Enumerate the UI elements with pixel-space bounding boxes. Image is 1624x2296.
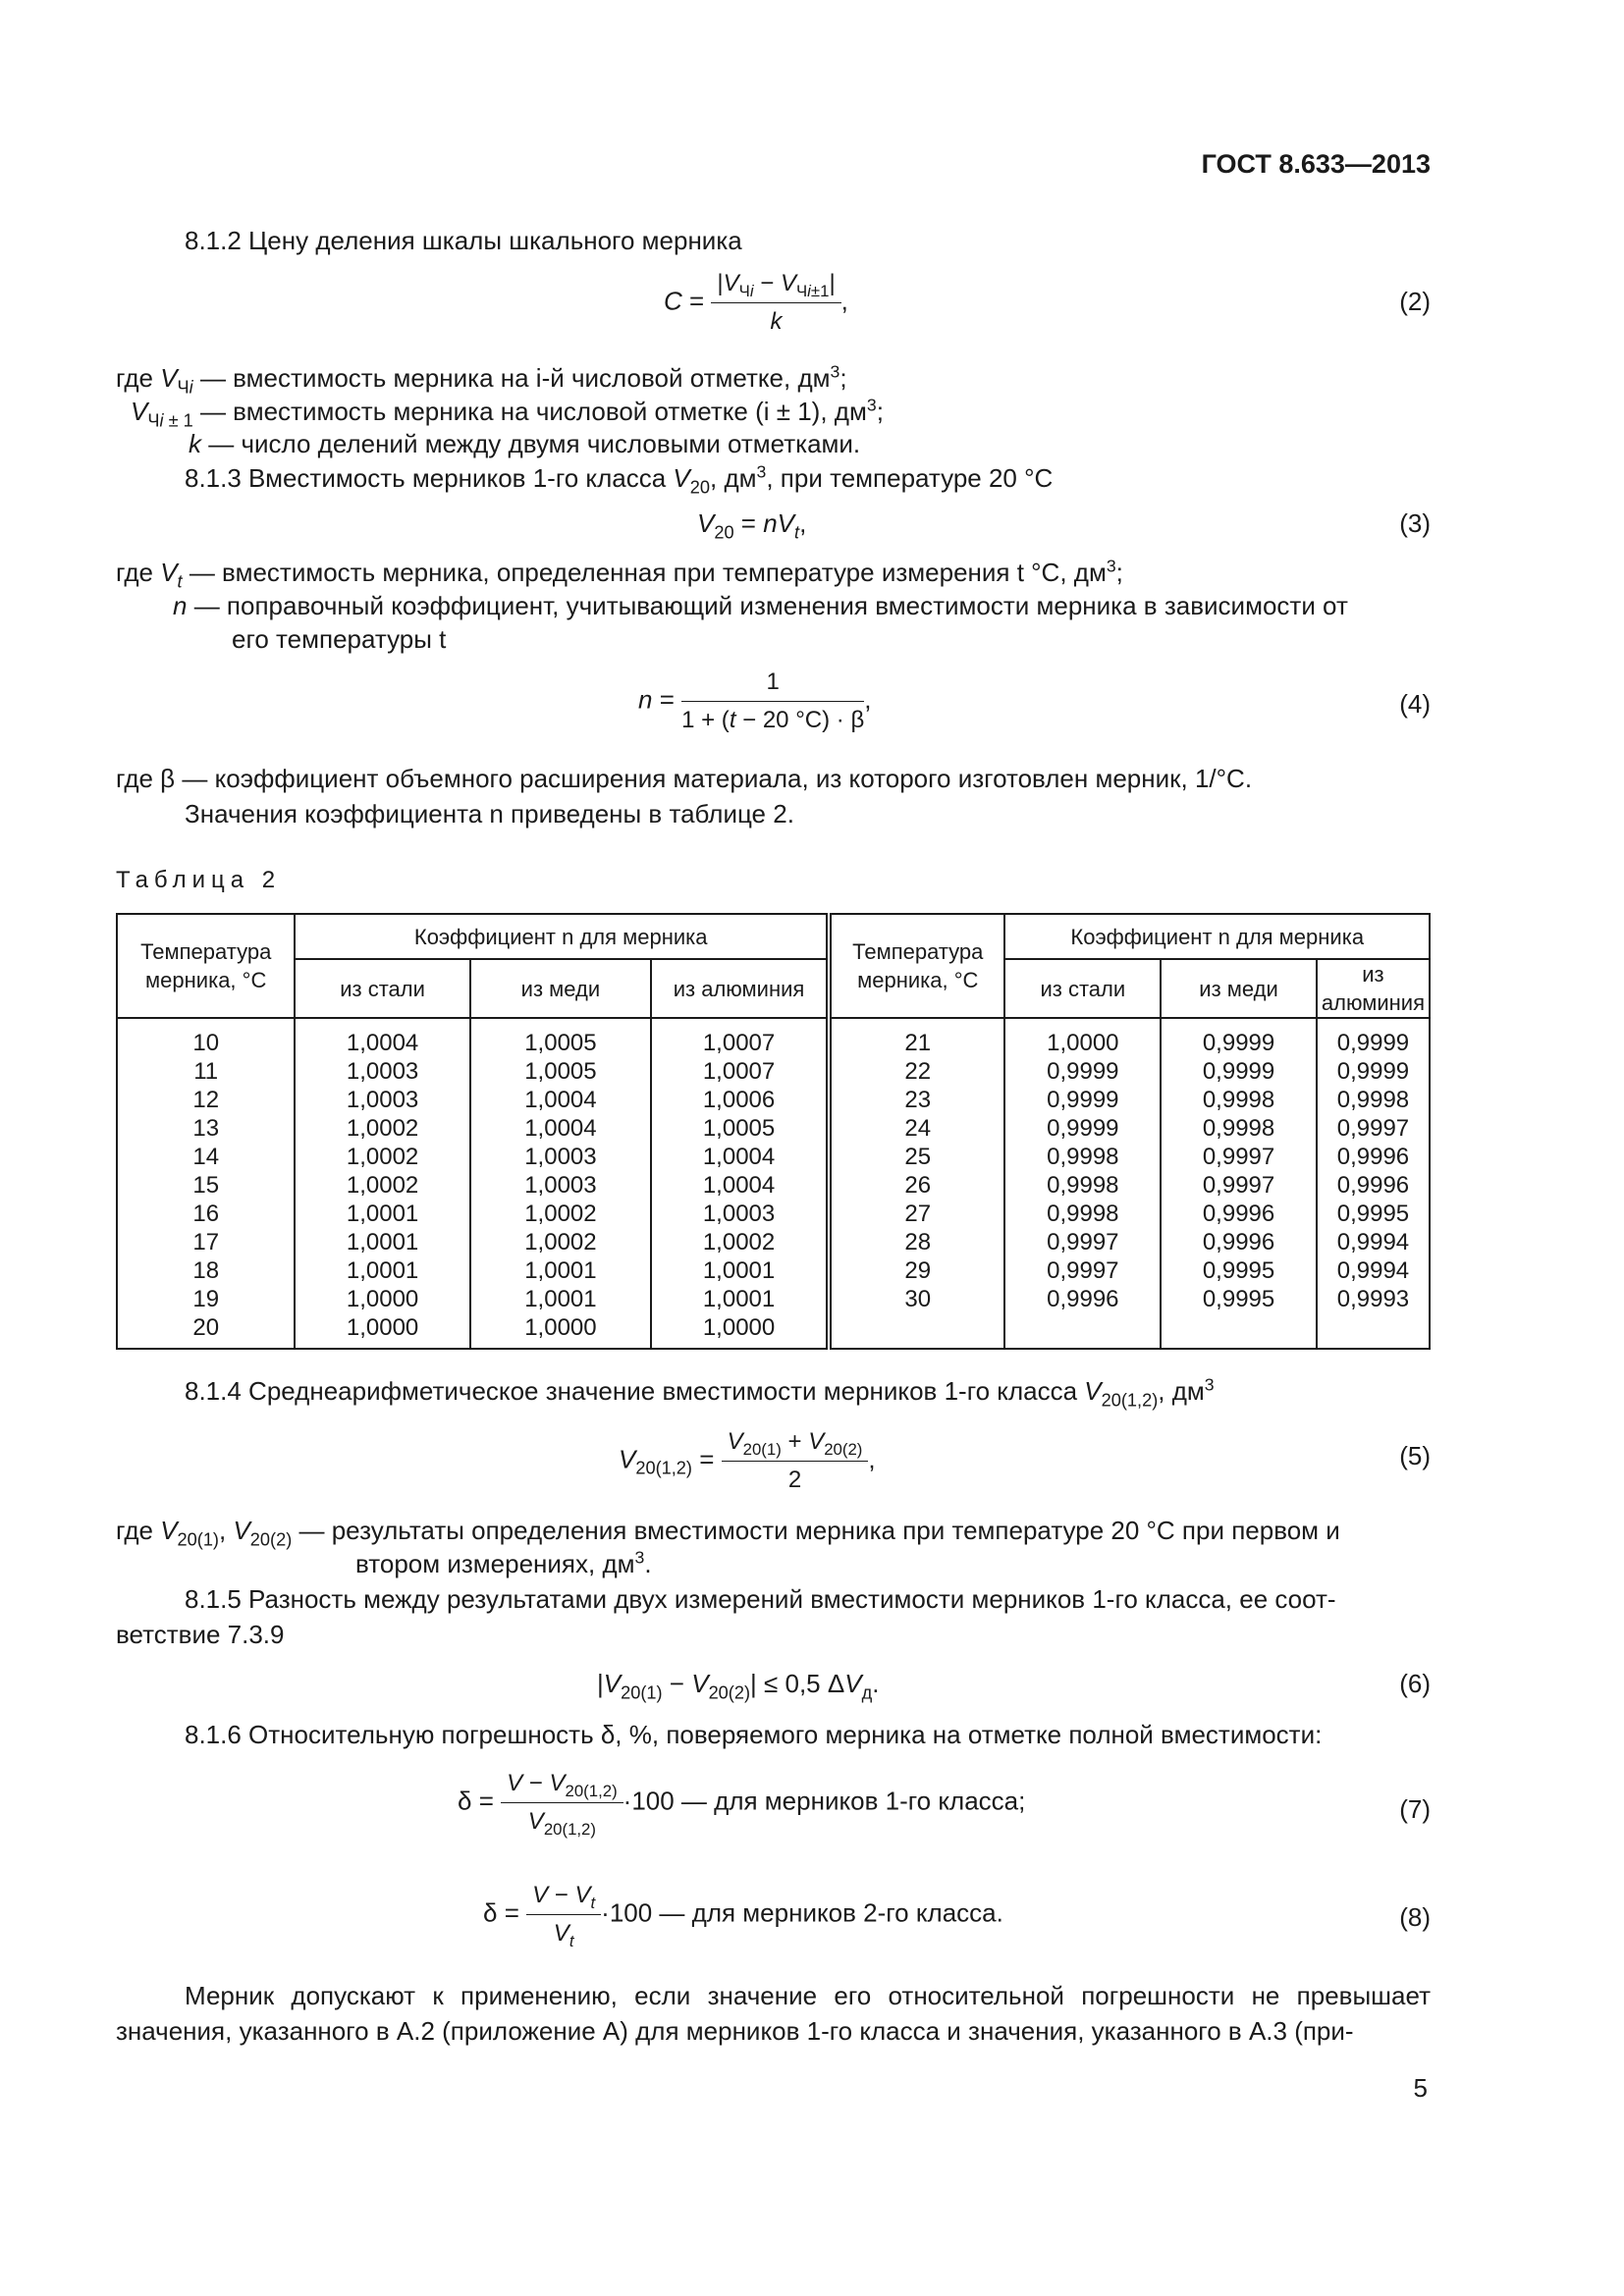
table-cell: 1,0003 (702, 1201, 776, 1227)
table-cell: 0,9999 (1047, 1087, 1119, 1113)
table-cell: 13 (192, 1115, 220, 1142)
table-cell: 1,0005 (524, 1030, 597, 1056)
page-number: 5 (1413, 2073, 1428, 2103)
equation-4: n = $\frac{1}{1 + (t - 20 ^\circ C) \cdot \beta}$ , (638, 666, 872, 737)
table-cell: 1,0004 (346, 1030, 419, 1056)
table-cell: 1,0001 (702, 1286, 776, 1312)
table-cell: 1,0001 (346, 1257, 419, 1284)
table-cell: 15 (192, 1172, 220, 1199)
table-cell: 0,9999 (1336, 1058, 1410, 1085)
paragraph-values: Значения коэффициента n приведены в таблице 2. (185, 799, 794, 828)
table-cell: 11 (193, 1058, 219, 1085)
table-cell: 0,9998 (1047, 1172, 1119, 1199)
definition-beta: где β — коэффициент объемного расширения материала, из которого изготовлен мерник, 1/°C. (116, 764, 1253, 793)
table-cell: 1,0004 (702, 1144, 776, 1170)
equation-number: (6) (1399, 1669, 1431, 1698)
table-cell: 1,0000 (1047, 1030, 1119, 1056)
header-aluminium: из алюминия (1317, 959, 1430, 1018)
header-temperature: Температура мерника, °C (829, 914, 1004, 1018)
definition-vchi: где $V_{Чi}$ — вместимость мерника на i-й числовой отметке, $дм^3$; (116, 361, 847, 398)
table-cell: 0,9997 (1202, 1144, 1275, 1170)
table-cell: 24 (904, 1115, 932, 1142)
table-cell: 1,0004 (524, 1115, 597, 1142)
header-steel: из стали (1004, 959, 1161, 1018)
equation-8: δ = $\frac{V - V_t}{V_t}$ ·100 — для мерников 2-го класса. (483, 1879, 1003, 1950)
header-steel: из стали (295, 959, 469, 1018)
table-cell: 1,0006 (702, 1087, 776, 1113)
table-cell: 29 (904, 1257, 932, 1284)
table-cell: 0,9997 (1047, 1257, 1119, 1284)
table-cell: 22 (904, 1058, 932, 1085)
table-2 (116, 913, 1431, 1350)
table-cell: 1,0000 (346, 1286, 419, 1312)
table-cell: 1,0002 (346, 1172, 419, 1199)
equation-number: (7) (1399, 1794, 1431, 1824)
table-cell: 1,0007 (702, 1058, 776, 1085)
table-cell: 1,0002 (524, 1229, 597, 1255)
table-cell: 21 (904, 1030, 932, 1056)
table-cell: 0,9995 (1202, 1286, 1275, 1312)
equation-7: δ = $\frac{V - V_{20(1,2)}}{V_{20(1,2)}}$ ·100 — для мерников 1-го класса; (458, 1767, 1025, 1839)
table-cell: 14 (192, 1144, 220, 1170)
equation-6: $|V_{20(1)} - V_{20(2)}| \le 0,5$ $\Delta V_д$. (597, 1669, 880, 1703)
table-cell: 1,0002 (346, 1115, 419, 1142)
table-cell: 0,9994 (1336, 1229, 1410, 1255)
table-cell: 1,0007 (702, 1030, 776, 1056)
table-cell: 1,0001 (346, 1201, 419, 1227)
column-steel-left (295, 1018, 469, 1349)
table-cell: 0,9995 (1336, 1201, 1410, 1227)
table-cell: 19 (192, 1286, 220, 1312)
header-copper: из меди (470, 959, 651, 1018)
column-copper-left (470, 1018, 651, 1349)
table-cell: 0,9998 (1202, 1087, 1275, 1113)
paragraph-8-1-5-continued: ветствие 7.3.9 (116, 1620, 285, 1649)
table-cell: 1,0000 (524, 1314, 597, 1341)
table-cell: 1,0002 (702, 1229, 776, 1255)
table-cell: 1,0003 (346, 1087, 419, 1113)
header-aluminium: из алюминия (651, 959, 829, 1018)
table-cell: 0,9996 (1202, 1201, 1275, 1227)
final-paragraph-line-1: Мерник допускают к применению, если значение его относительной погрешности не превышает (185, 1981, 1431, 2010)
table-cell: 1,0004 (524, 1087, 597, 1113)
table-cell: 1,0001 (346, 1229, 419, 1255)
table-cell: 0,9998 (1202, 1115, 1275, 1142)
table-cell: 27 (904, 1201, 932, 1227)
equation-3: $V_{20} = nV_t$, (697, 508, 807, 543)
table-cell: 23 (904, 1087, 932, 1113)
definition-vt: где $V_t$ — вместимость мерника, определенная при температуре измерения t °C, $дм^3$; (116, 556, 1123, 592)
table-cell: 0,9999 (1202, 1030, 1275, 1056)
header-copper: из меди (1161, 959, 1317, 1018)
table-cell: 0,9994 (1336, 1257, 1410, 1284)
header-coefficient: Коэффициент n для мерника (295, 914, 829, 959)
definition-v20: где $V_{20(1)}$, $V_{20(2)}$ — результаты определения вместимости мерника при температуре 20 °C при первом и (116, 1516, 1340, 1550)
equation-number: (8) (1399, 1902, 1431, 1932)
table-cell: 0,9996 (1047, 1286, 1119, 1312)
table-cell: 1,0001 (524, 1286, 597, 1312)
equation-number: (4) (1399, 689, 1431, 719)
table-cell: 0,9999 (1202, 1058, 1275, 1085)
table-cell: 1,0001 (702, 1257, 776, 1284)
table-cell: 0,9996 (1336, 1172, 1410, 1199)
table-cell: 0,9993 (1336, 1286, 1410, 1312)
table-title: Таблица 2 (116, 867, 282, 893)
definition-v20-continued: втором измерениях, $дм^3$. (355, 1547, 652, 1578)
table-cell: 10 (192, 1030, 220, 1056)
table-cell: 1,0002 (346, 1144, 419, 1170)
column-temperature-right (829, 1018, 1004, 1349)
definition-n-continued: его температуры t (232, 624, 447, 654)
table-cell: 26 (904, 1172, 932, 1199)
table-cell: 1,0003 (524, 1144, 597, 1170)
table-cell: 0,9996 (1336, 1144, 1410, 1170)
paragraph-8-1-5: 8.1.5 Разность между результатами двух измерений вместимости мерников 1-го класса, ее соот- (185, 1584, 1336, 1614)
equation-number: (3) (1399, 508, 1431, 538)
document-header: ГОСТ 8.633—2013 (1201, 149, 1431, 179)
table-cell: 28 (904, 1229, 932, 1255)
table-cell: 1,0000 (702, 1314, 776, 1341)
definition-vchi1: $V_{Чi \pm 1}$ — вместимость мерника на числовой отметке (i ± 1), $дм^3$; (131, 395, 884, 431)
column-aluminium-right (1317, 1018, 1430, 1349)
equation-2: C = $\frac{|V_{Чi} - V_{Чi\pm 1}|}{k}$ , (664, 267, 848, 339)
equation-number: (5) (1399, 1441, 1431, 1470)
header-coefficient: Коэффициент n для мерника (1004, 914, 1430, 959)
final-paragraph-line-2: значения, указанного в А.2 (приложение А) для мерников 1-го класса и значения, указанного в А.3 (при- (116, 2016, 1354, 2046)
definition-k: k — число делений между двумя числовыми отметками. (189, 429, 861, 458)
paragraph-8-1-2: 8.1.2 Цену деления шкалы шкального мерника (185, 226, 742, 255)
table-cell: 1,0001 (524, 1257, 597, 1284)
column-steel-right (1004, 1018, 1161, 1349)
table-cell: 0,9997 (1336, 1115, 1410, 1142)
table-cell: 0,9995 (1202, 1257, 1275, 1284)
table-cell: 1,0005 (702, 1115, 776, 1142)
equation-5: $V_{20(1,2)}$ = $\frac{V_{20(1)} + V_{20(2)}}{2}$ , (619, 1425, 876, 1497)
equation-number: (2) (1399, 287, 1431, 316)
table-cell: 0,9998 (1336, 1087, 1410, 1113)
table-cell: 20 (192, 1314, 220, 1341)
paragraph-8-1-6: 8.1.6 Относительную погрешность δ, %, поверяемого мерника на отметке полной вместимости: (185, 1720, 1323, 1749)
table-cell: 18 (192, 1257, 220, 1284)
table-cell: 0,9998 (1047, 1201, 1119, 1227)
paragraph-8-1-4: 8.1.4 Среднеарифметическое значение вместимости мерников 1-го класса $V_{20(1,2)}$, $дм^3$ (185, 1374, 1215, 1411)
table-cell: 1,0003 (524, 1172, 597, 1199)
table-cell: 0,9997 (1202, 1172, 1275, 1199)
table-cell: 1,0004 (702, 1172, 776, 1199)
table-cell: 17 (192, 1229, 220, 1255)
table-cell: 1,0000 (346, 1314, 419, 1341)
column-aluminium-left (651, 1018, 829, 1349)
paragraph-8-1-3: 8.1.3 Вместимость мерников 1-го класса $V_{20}$, $дм^3$, при температуре 20 °C (185, 461, 1054, 498)
table-cell: 30 (904, 1286, 932, 1312)
table-cell: 0,9996 (1202, 1229, 1275, 1255)
table-cell: 1,0002 (524, 1201, 597, 1227)
column-copper-right (1161, 1018, 1317, 1349)
definition-n: n — поправочный коэффициент, учитывающий изменения вместимости мерника в зависимости от (173, 591, 1348, 620)
table-cell: 0,9997 (1047, 1229, 1119, 1255)
header-temperature: Температура мерника, °C (117, 914, 295, 1018)
table-cell: 0,9998 (1047, 1144, 1119, 1170)
table-cell: 25 (904, 1144, 932, 1170)
table-cell: 12 (192, 1087, 220, 1113)
table-cell: 1,0003 (346, 1058, 419, 1085)
table-cell: 0,9999 (1047, 1115, 1119, 1142)
table-cell: 16 (192, 1201, 220, 1227)
table-cell: 0,9999 (1047, 1058, 1119, 1085)
table-cell: 1,0005 (524, 1058, 597, 1085)
column-temperature-left (117, 1018, 295, 1349)
table-cell: 0,9999 (1336, 1030, 1410, 1056)
